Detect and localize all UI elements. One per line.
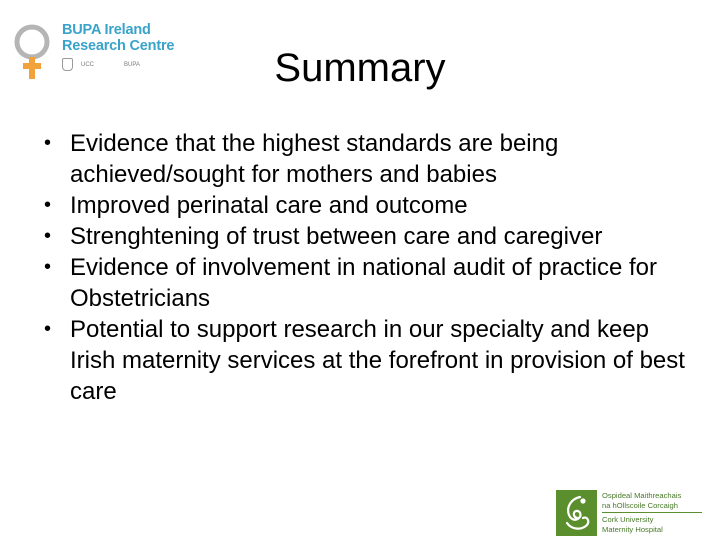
partner-ucc: UCC xyxy=(81,61,94,68)
bullet-item xyxy=(44,252,694,314)
bullet-dot: • xyxy=(44,225,52,247)
hospital-logo xyxy=(556,490,716,538)
hospital-name xyxy=(602,491,714,534)
partner-bupa: BUPA xyxy=(124,61,140,68)
bupa-line1: BUPA Ireland xyxy=(62,22,151,38)
slide-title-text: Summary xyxy=(274,46,446,90)
bullet-text: Potential to support research in our specialty and keep Irish maternity services at the forefront in provision of best care xyxy=(70,316,685,405)
bullet-dot: • xyxy=(44,132,52,154)
bullet-dot: • xyxy=(44,256,52,278)
bullet-text: Improved perinatal care and outcome xyxy=(70,192,468,219)
hospital-divider xyxy=(602,512,702,513)
bullet-text: Evidence that the highest standards are being achieved/sought for mothers and babies xyxy=(70,130,559,188)
bullet-text: Evidence of involvement in national audit of practice for Obstetricians xyxy=(70,254,658,312)
slide-title xyxy=(0,44,720,92)
bullet-list xyxy=(44,128,694,407)
bupa-line2: Research Centre xyxy=(62,38,175,54)
bullet-item xyxy=(44,128,694,190)
hospital-mother-child-icon xyxy=(556,490,597,536)
hospital-irish-line1: Ospideal Maithreachais xyxy=(602,491,682,500)
bullet-item xyxy=(44,221,694,252)
bullet-text: Strenghtening of trust between care and caregiver xyxy=(70,223,603,250)
bullet-dot: • xyxy=(44,318,52,340)
hospital-english-line2: Maternity Hospital xyxy=(602,524,663,534)
bullet-item xyxy=(44,190,694,221)
hospital-irish-line2: na hOllscoile Corcaigh xyxy=(602,500,678,510)
bullet-dot: • xyxy=(44,194,52,216)
hospital-english-line1: Cork University xyxy=(602,515,654,524)
bullet-item xyxy=(44,314,694,407)
